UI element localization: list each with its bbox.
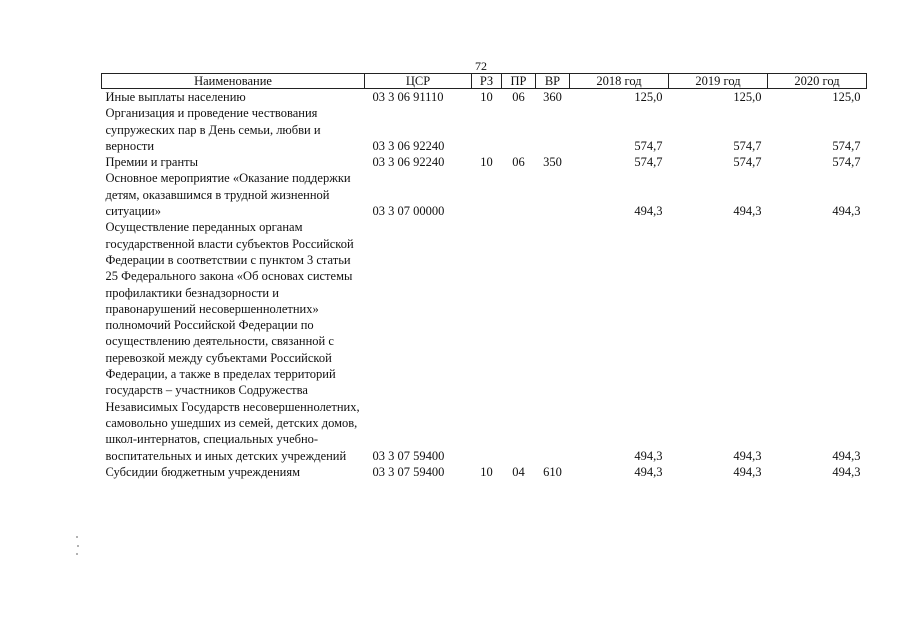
row-pr: 04 — [512, 464, 525, 479]
header-pr: ПР — [502, 74, 536, 89]
row-csr: 03 3 06 91110 — [372, 90, 444, 104]
table-row — [102, 154, 867, 170]
row-2018: 494,3 — [634, 448, 663, 463]
row-2018: 494,3 — [634, 204, 663, 219]
row-csr: 03 3 07 00000 — [372, 204, 445, 219]
header-2020: 2020 год — [768, 74, 867, 89]
row-rz — [472, 105, 502, 154]
row-csr: 03 3 07 59400 — [372, 448, 445, 463]
row-2019: 494,3 — [733, 464, 762, 479]
row-vr — [536, 170, 570, 219]
row-name: Организация и проведение чествования супружеских пар в День семьи, любви и верности — [105, 106, 321, 153]
row-2020: 494,3 — [832, 448, 861, 463]
row-2018: 125,0 — [634, 90, 663, 104]
table-header-row — [102, 74, 867, 89]
header-2019: 2019 год — [669, 74, 768, 89]
table-row — [102, 219, 867, 463]
row-name: Основное мероприятие «Оказание поддержки детям, оказавшимся в трудной жизненной ситуации» — [105, 171, 351, 219]
row-vr: 350 — [543, 155, 562, 170]
row-name: Осуществление переданных органам государственной власти субъектов Российской Федерации в соответствии с пунктом 3 статьи 25 Федерального закона «Об основах системы профилактики безнадзорности и правонарушений несовершеннолетних» полномочий Российской Федерации по осуществлению деятельности, связанной с перевозкой между субъектами Российской Федерации, а также в пределах территорий государств – участников Содружества Независимых Государств несовершеннолетних, самовольно ушедших из семей, детских домов, школ-интернатов, специальных учебно-воспитательных и иных детских учреждений — [105, 220, 360, 463]
row-vr: 360 — [543, 90, 562, 104]
row-name: Иные выплаты населению — [105, 90, 246, 104]
row-2019: 574,7 — [733, 138, 762, 153]
row-2019: 494,3 — [733, 204, 762, 219]
row-2020: 125,0 — [832, 90, 861, 104]
budget-table — [101, 73, 867, 480]
row-vr — [536, 105, 570, 154]
row-2018: 574,7 — [634, 155, 663, 170]
row-pr — [502, 219, 536, 463]
row-pr: 06 — [512, 155, 525, 170]
row-2019: 574,7 — [733, 155, 762, 170]
page-number: 72 — [475, 59, 487, 73]
row-pr — [502, 105, 536, 154]
header-2018: 2018 год — [570, 74, 669, 89]
row-csr: 03 3 07 59400 — [372, 464, 445, 479]
row-2020: 494,3 — [832, 204, 861, 219]
header-name: Наименование — [102, 74, 365, 89]
header-rz: РЗ — [472, 74, 502, 89]
table-row — [102, 89, 867, 106]
scan-speck — [76, 553, 78, 555]
row-2020: 574,7 — [832, 138, 861, 153]
row-2018: 574,7 — [634, 138, 663, 153]
row-2020: 494,3 — [832, 464, 861, 479]
row-name: Премии и гранты — [105, 155, 199, 170]
row-pr: 06 — [512, 90, 525, 104]
table-row — [102, 170, 867, 219]
row-pr — [502, 170, 536, 219]
row-name: Субсидии бюджетным учреждениям — [105, 464, 301, 479]
row-rz: 10 — [480, 155, 493, 170]
row-csr: 03 3 06 92240 — [372, 155, 445, 170]
row-csr: 03 3 06 92240 — [372, 138, 445, 153]
row-rz: 10 — [480, 464, 493, 479]
row-2020: 574,7 — [832, 155, 861, 170]
table-row — [102, 464, 867, 480]
header-vr: ВР — [536, 74, 570, 89]
scan-speck — [76, 536, 78, 538]
row-rz — [472, 170, 502, 219]
row-vr — [536, 219, 570, 463]
header-csr: ЦСР — [365, 74, 472, 89]
row-rz: 10 — [480, 90, 493, 104]
row-rz — [472, 219, 502, 463]
row-2019: 125,0 — [733, 90, 762, 104]
row-2019: 494,3 — [733, 448, 762, 463]
table-row — [102, 105, 867, 154]
row-2018: 494,3 — [634, 464, 663, 479]
scan-speck — [77, 545, 79, 547]
row-vr: 610 — [543, 464, 562, 479]
